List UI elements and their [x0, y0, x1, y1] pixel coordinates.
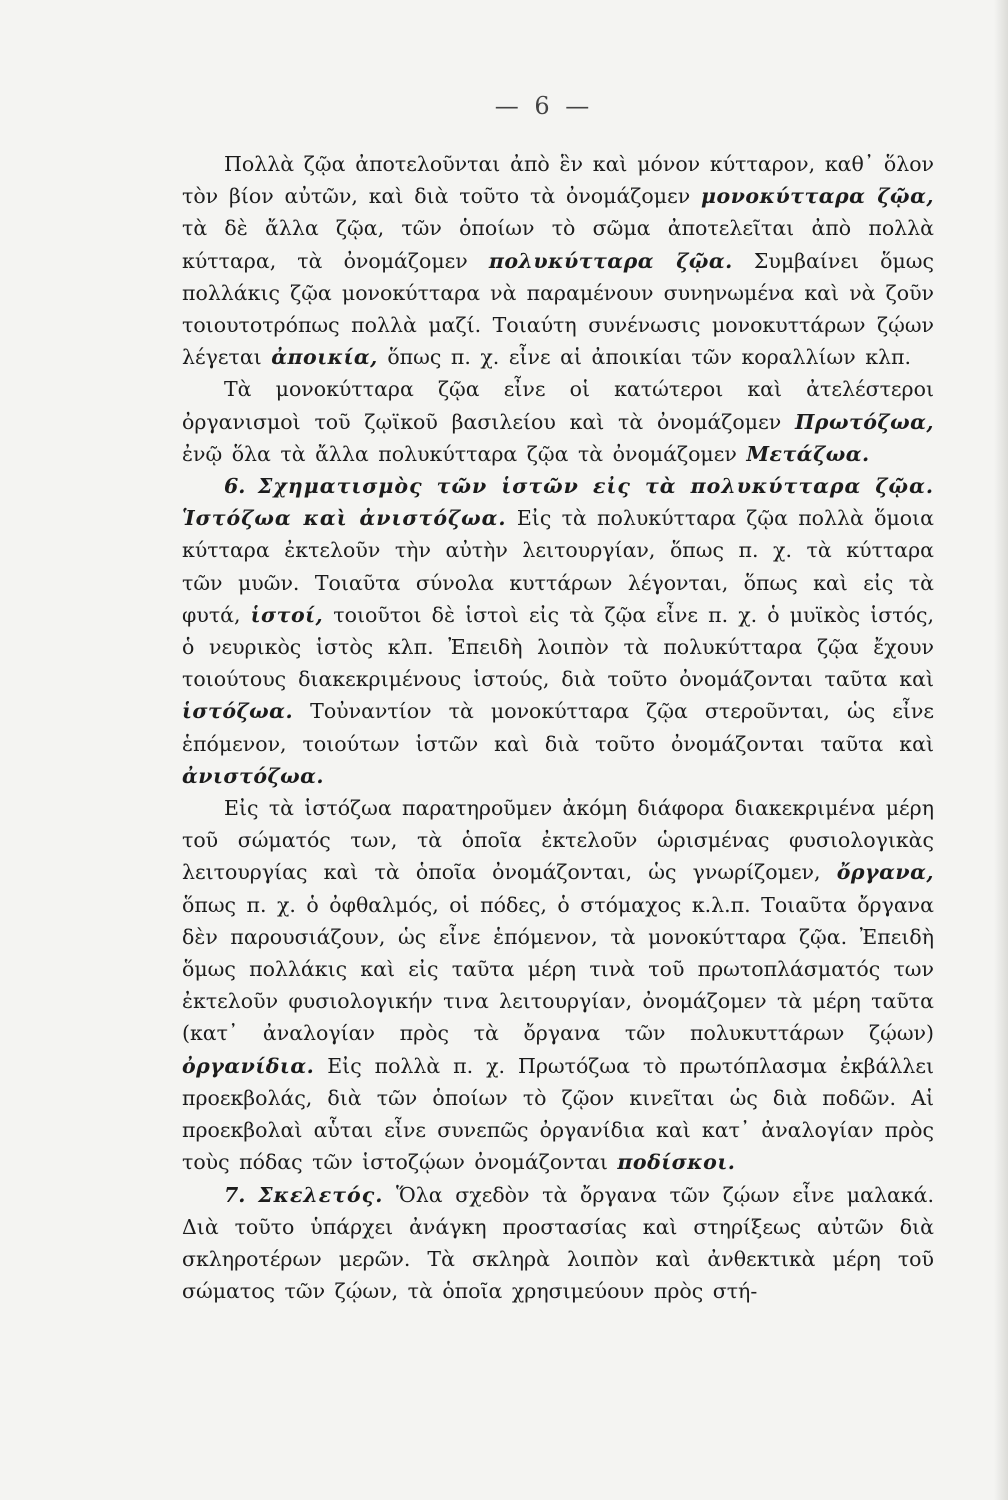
page-number: — 6 — — [494, 92, 594, 120]
section-6 — [182, 470, 934, 792]
keyword-podiskoi: ποδίσκοι. — [617, 1150, 736, 1175]
paragraph-protozoa — [182, 373, 934, 470]
section-number: 7. — [224, 1182, 246, 1207]
text-run: Εἰς τὰ ἱστόζωα παρατηροῦμεν ἀκόμη διάφορα διακεκριμένα μέρη τοῦ σώματός των, τὰ ὁποῖα ἐκτελοῦν ὡρισμένας φυσιολογικὰς λειτουργίας καὶ τὰ ὁποῖα ὀνομάζονται, ὡς γνωρίζομεν, — [182, 796, 934, 885]
text-run: Εἰς τὰ πολυκύτταρα ζῷα πολλὰ ὅμοια κύτταρα ἐκτελοῦν τὴν αὐτὴν λειτουργίαν, ὅπως π. χ. τὰ κύτταρα τῶν μυῶν. Τοιαῦτα σύνολα κυττάρων λέγονται, ὅπως καὶ εἰς τὰ φυτά, — [182, 506, 935, 627]
text-run: ὅπως π. χ. ὁ ὀφθαλμός, οἱ πόδες, ὁ στόμαχος κ.λ.π. Τοιαῦτα ὄργανα δὲν παρουσιάζουν, ὡς εἶνε ἑπόμενον, τὰ μονοκύτταρα ζῷα. Ἐπειδὴ ὅμως πολλάκις καὶ εἰς ταῦτα μέρη τινὰ τοῦ πρωτοπλάσματός των ἐκτελοῦν φυσιολογικήν τινα λειτουργίαν, ὀνομάζομεν τὰ μέρη ταῦτα (κατ᾽ ἀναλογίαν πρὸς τὰ ὄργανα τῶν πολυκυττάρων ζῴων) — [182, 892, 934, 1046]
text-run: Πολλὰ ζῷα ἀποτελοῦνται ἀπὸ ἓν καὶ μόνον κύτταρον, καθ᾽ ὅλον τὸν βίον αὐτῶν, καὶ διὰ τοῦτο τὰ ὀνομάζομεν — [182, 152, 934, 209]
keyword-anistozoa: ἀνιστόζωα. — [182, 763, 325, 788]
text-run: Τοὐναντίον τὰ μονοκύτταρα ζῷα στεροῦνται, ὡς εἶνε ἑπόμενον, τοιούτων ἱστῶν καὶ διὰ τοῦτο ὀνομάζονται ταῦτα καὶ — [182, 699, 934, 756]
section-heading: Σχηματισμὸς τῶν ἱστῶν εἰς τὰ πολυκύτταρα ζῷα. Ἱστόζωα καὶ ἀνιστόζωα. — [182, 474, 934, 531]
text-run: Εἰς πολλὰ π. χ. Πρωτόζωα τὸ πρωτόπλασμα ἐκβάλλει προεκβολάς, διὰ τῶν ὁποίων τὸ ζῷον κινεῖται ὡς διὰ ποδῶν. Αἱ προεκβολαὶ αὗται εἶνε συνεπῶς ὀργανίδια καὶ κατ᾽ ἀναλογίαν πρὸς τοὺς πόδας τῶν ἱστοζῴων ὀνομάζονται — [182, 1053, 934, 1175]
keyword-organidia: ὀργανίδια. — [182, 1053, 315, 1078]
keyword-istoi: ἱστοί, — [250, 602, 324, 627]
section-number: 6. — [224, 474, 246, 499]
keyword-monokyttara: μονοκύτταρα ζῷα, — [701, 184, 934, 209]
keyword-polykyttara: πολυκύτταρα ζῷα. — [488, 248, 733, 273]
keyword-organa: ὄργανα, — [836, 860, 934, 885]
keyword-apoikia: ἀποικία, — [271, 345, 378, 370]
text-run: τοιοῦτοι δὲ ἱστοὶ εἰς τὰ ζῷα εἶνε π. χ. ὁ μυϊκὸς ἱστός, ὁ νευρικὸς ἱστὸς κλπ. Ἐπειδὴ λοιπὸν τὰ πολυκύτταρα ζῷα ἔχουν τοιούτους διακεκριμένους ἱστούς, διὰ τοῦτο ὀνομάζονται ταῦτα καὶ — [182, 602, 934, 692]
body-text — [182, 148, 934, 1307]
text-run: Συμβαίνει ὅμως πολλάκις ζῷα μονοκύτταρα νὰ παραμένουν συνηνωμένα καὶ νὰ ζοῦν τοιουτοτρόπως πολλὰ μαζί. Τοιαύτη συνένωσις μονοκυττάρων ζῴων λέγεται — [182, 248, 934, 370]
paragraph-organs — [182, 792, 934, 1178]
text-run: ὅπως π. χ. εἶνε αἱ ἀποικίαι τῶν κοραλλίων κλπ. — [377, 345, 912, 370]
section-heading: Σκελετός. — [258, 1182, 384, 1207]
scan-edge-shadow — [994, 0, 1008, 1500]
text-run: Τὰ μονοκύτταρα ζῷα εἶνε οἱ κατώτεροι καὶ ἀτελέστεροι ὀργανισμοὶ τοῦ ζῳϊκοῦ βασιλείου καὶ τὰ ὀνομάζομεν — [182, 377, 934, 434]
paragraph-unicellular — [182, 148, 934, 373]
section-7 — [182, 1179, 934, 1308]
text-run: Ὅλα σχεδὸν τὰ ὄργανα τῶν ζῴων εἶνε μαλακά. Διὰ τοῦτο ὑπάρχει ἀνάγκη προστασίας καὶ στηρίξεως αὐτῶν διὰ σκληροτέρων μερῶν. Τὰ σκληρὰ λοιπὸν καὶ ἀνθεκτικὰ μέρη τοῦ σώματος τῶν ζῴων, τὰ ὁποῖα χρησιμεύουν πρὸς στή- — [182, 1182, 934, 1304]
keyword-metazoa: Μετάζωα. — [746, 441, 870, 466]
keyword-istozoa: ἱστόζωα. — [182, 699, 294, 724]
text-run: ἐνῷ ὅλα τὰ ἄλλα πολυκύτταρα ζῷα τὰ ὀνομάζομεν — [182, 441, 747, 466]
text-run: τὰ δὲ ἄλλα ζῷα, τῶν ὁποίων τὸ σῶμα ἀποτελεῖται ἀπὸ πολλὰ κύτταρα, τὰ ὀνομάζομεν — [182, 216, 934, 273]
keyword-protozoa: Πρωτόζωα, — [794, 409, 934, 434]
